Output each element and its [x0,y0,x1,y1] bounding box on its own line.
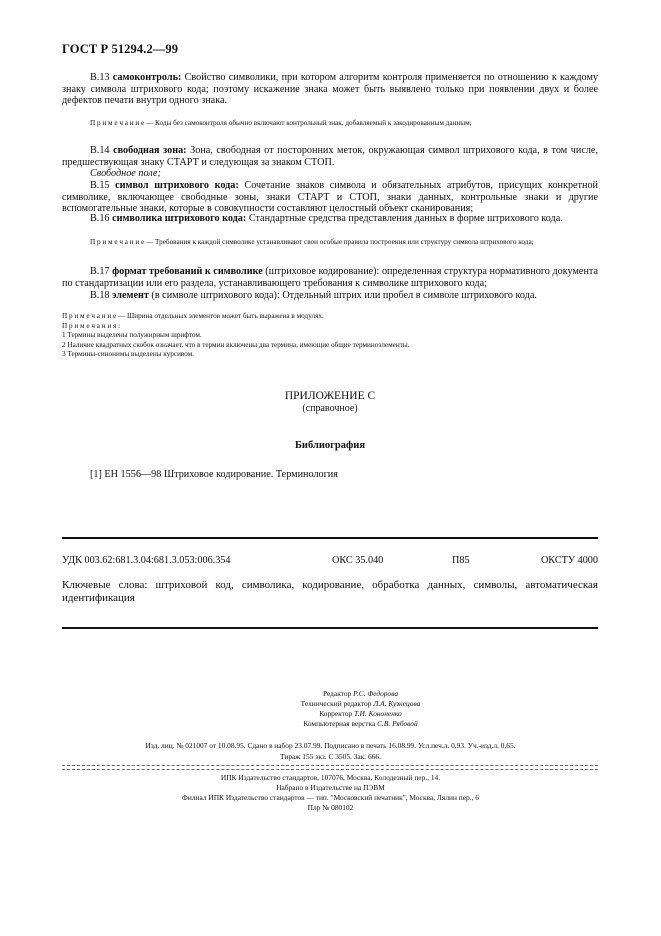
def-number: B.14 [90,145,110,156]
oks-code: ОКС 35.040 [332,555,384,566]
divider-top [62,537,598,539]
note-label: П р и м е ч а н и е — [90,238,154,246]
udk-code: УДК 003.62:681.3.04:681.3.053:006.354 [62,555,231,566]
def-number: B.13 [90,72,110,83]
def-term: символика штрихового кода: [112,213,247,224]
def-number: B.18 [90,290,110,301]
p-code: П85 [452,555,470,566]
classification-row [62,555,598,569]
final-notes [62,312,598,360]
note-b16 [62,238,598,248]
def-term: свободная зона: [113,145,187,156]
bibliography-ref: [1] ЕН 1556—98 Штриховое кодирование. Терминология [90,469,338,480]
branch-address: Филиал ИПК Издательство стандартов — тип. "Московский печатник", Москва, Лялин пер., 6 [182,793,479,802]
plr-number: Плр № 080102 [307,803,354,812]
note-item: 3 Термины-синонимы выделены курсивом. [62,350,195,359]
definition-b16 [62,213,598,225]
editor-label: Редактор [322,689,352,698]
note-text: Требования к каждой символике устанавливают свои особые правила построения или структуру символа штрихового кода; [153,238,534,246]
dashed-divider-1 [62,765,598,766]
imprint-license: Изд. лиц. № 021007 от 10.08.95. Сдано в набор 23.07.99. Подписано в печать 16.08.99. Усл.печ.л. 0,93. Уч.-изд.л. 0,65. [145,741,516,750]
page-header-title: ГОСТ Р 51294.2—99 [62,42,179,56]
appendix-subtitle: (справочное) [302,403,358,414]
corrector-name: Т.И. Кононенко [354,709,402,718]
def-text: (в символе штрихового кода): Отдельный штрих или пробел в символе штрихового кода. [148,290,537,301]
editor-name: Р.С. Федорова [353,689,399,698]
imprint-publisher [0,773,661,813]
imprint-tirazh: Тираж 155 экз. С 3505. Зак. 666. [280,752,381,761]
note-text: Ширина отдельных элементов может быть выражена в модулях. [125,312,324,320]
def-number: B.17 [90,266,110,277]
def-text: Свойство символики, при котором алгоритм контроля применяется по отношению к каждому знаку символа штрихового кода; поэтому искажение знака может быть выявлено только при появлении двух и более дефектов печати внутри одного знака. [62,72,598,107]
note-text: Коды без самоконтроля обычно включают контрольный знак, добавляемый к закодированным данным; [153,119,472,127]
corrector-label: Корректор [319,709,353,718]
keywords: Ключевые слова: штриховой код, символика, кодирование, обработка данных, символы, автоматическая идентификация [62,579,598,604]
note-item: 1 Термины выделены полужирным шрифтом. [62,331,202,340]
ipk-address: ИПК Издательство стандартов, 107076, Москва, Колодезный пер., 14. [220,773,441,782]
divider-bottom [62,627,598,629]
definition-b14 [62,145,598,180]
note-item: 2 Наличие квадратных скобок означает, что в термин включены два термина, имеющие общие терминоэлементы. [62,340,410,349]
def-term: элемент [112,290,149,301]
note-b18 [62,312,598,322]
okstu-code: ОКСТУ 4000 [540,555,598,566]
note-label: П р и м е ч а н и е — [62,312,126,320]
tech-editor-name: Л.А. Кузнецова [373,699,421,708]
layout-name: С.В. Рябовой [377,719,418,728]
def-text: (штриховое кодирование): определенная структура нормативного документа по стандартизации или его раздела, устанавливающего требования к символике штрихового кода; [62,266,598,289]
def-number: B.16 [90,213,110,224]
def-text: Стандартные средства представления данных в форме штрихового кода. [246,213,563,224]
note-b13 [62,119,598,129]
appendix-title: ПРИЛОЖЕНИЕ С [284,390,376,402]
definition-b15 [62,180,598,215]
def-term: самоконтроль: [112,72,182,83]
def-term: символ штрихового кода: [115,180,239,191]
imprint-editors [0,689,661,729]
def-synonym: Свободное поле; [90,168,161,180]
def-number: B.15 [90,180,110,191]
tech-editor-label: Технический редактор [300,699,372,708]
def-text: Зона, свободная от посторонних меток, окружающая символ штрихового кода, в том числе, предшествующая знаку СТАРТ и следующая за знаком СТОП. [62,145,599,168]
definition-b17 [62,266,598,289]
notes-heading: П р и м е ч а н и я : [62,321,121,330]
bibliography-heading: Библиография [294,440,366,451]
typeset-info: Набрано в Издательстве на ПЭВМ [276,783,385,792]
note-label: П р и м е ч а н и е — [90,119,154,127]
dashed-divider-2 [62,769,598,770]
layout-label: Компьютерная верстка [303,719,376,728]
definition-b18 [62,290,598,302]
definition-b13 [62,72,598,107]
def-text: Сочетание знаков символа и обязательных атрибутов, присущих конкретной символике, включающее свободные зоны, знаки СТАРТ и СТОП, знаки данных, контрольные знаки и другие вспомогательные знаки, которые в совокупности составляют целостный объект сканирования; [62,180,599,215]
def-term: формат требований к символике [112,266,263,277]
